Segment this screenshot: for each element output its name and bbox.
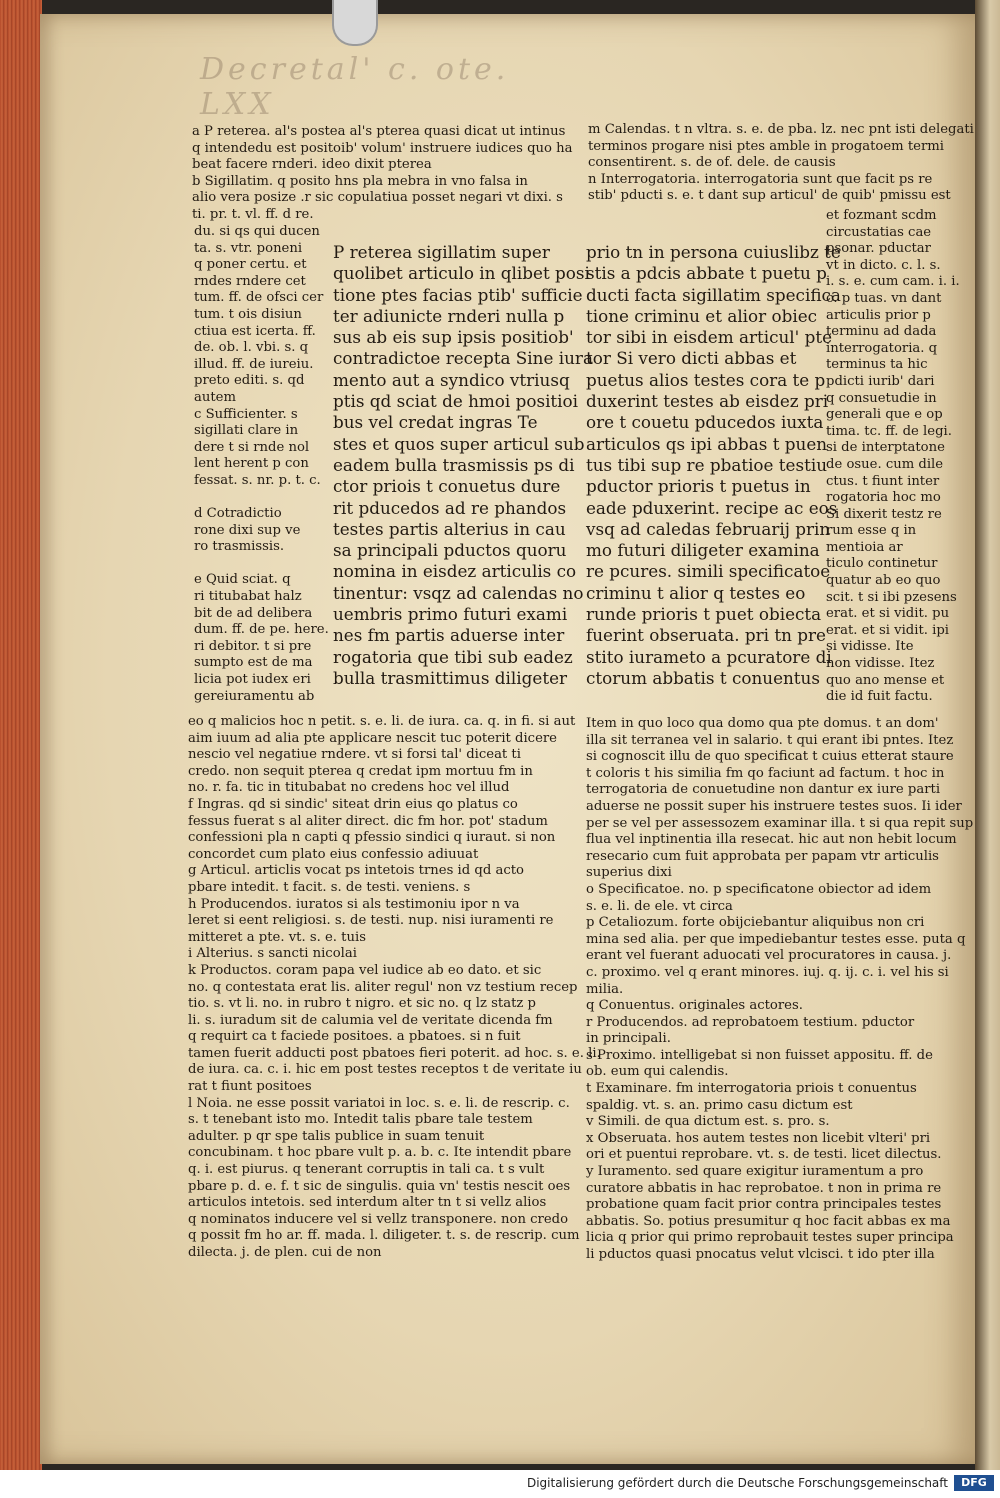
text-line: erat. et si vidit. pu (826, 606, 950, 622)
text-line: c. proximo. vel q erant minores. iuj. q. ij. c. i. vel his si (586, 964, 949, 980)
text-line: psonar. pductar (826, 241, 931, 257)
text-line: bulla trasmittimus diligeter (333, 667, 568, 688)
text-line: rndes rndere cet (194, 273, 306, 289)
text-line: vsq ad caledas februarij prin (586, 518, 831, 539)
text-line: autem (194, 389, 236, 405)
text-line: testes partis alterius in cau (333, 518, 566, 539)
text-line (194, 556, 329, 573)
text-line: illa sit terranea vel in salario. t qui erant ibi pntes. Itez (586, 732, 954, 748)
text-line: si cognoscit illu de quo specificat t cuius etterat staure (586, 749, 954, 765)
text-line: mitteret a pte. vt. s. e. tuis (188, 929, 366, 945)
text-line: duxerint testes ab eisdez pri (586, 391, 829, 412)
text-line: e Quid sciat. q (194, 572, 291, 588)
text-line: ri titubabat halz (194, 589, 302, 605)
text-line: d Cotradictio (194, 506, 282, 522)
text-line: aim iuum ad alia pte applicare nescit tuc poterit dicere (188, 730, 557, 746)
text-line: rum esse q in (826, 523, 917, 539)
text-line: interrogatoria. q (826, 340, 938, 356)
text-line: q possit fm ho ar. ff. mada. l. diligeter. t. s. de rescrip. cum (188, 1228, 580, 1244)
text-line: bus vel credat ingras Te (333, 412, 538, 433)
text-line: l Noia. ne esse possit variatoi in loc. s. e. li. de rescrip. c. (188, 1095, 570, 1111)
text-line: preto editi. s. qd (194, 373, 305, 389)
text-line: s. t tenebant isto mo. Intedit talis pbare tale testem (188, 1112, 533, 1128)
text-line: o Specificatoe. no. p specificatone obiector ad idem (586, 881, 932, 897)
dfg-logo[interactable]: DFG (954, 1475, 994, 1491)
book-edge (0, 0, 42, 1470)
text-line: erat. et si vidit. ipi (826, 622, 950, 638)
text-line: s. e. li. de ele. vt circa (586, 898, 733, 914)
text-line: sigillati clare in (194, 423, 299, 439)
text-line: stito iurameto a pcuratore di (586, 646, 832, 667)
text-line: no. r. fa. tic in titubabat no credens hoc vel illud (188, 780, 510, 796)
text-line: v Simili. de qua dictum est. s. pro. s. (586, 1114, 830, 1130)
text-line: aduerse ne possit super his instruere testes suos. Ii ider (586, 798, 962, 814)
text-line: ducti facta sigillatim specifica (586, 284, 841, 305)
text-line: resecario cum fuit approbata per papam vtr articulis (586, 848, 939, 864)
text-line: pbare p. d. e. f. t sic de singulis. quia vn' testis nescit oes (188, 1178, 571, 1194)
text-line: tum. t ois disiun (194, 306, 302, 322)
text-line: runde prioris t puet obiecta (586, 604, 822, 625)
text-line: pdicti iurib' dari (826, 373, 935, 389)
text-line: ti. pr. t. vl. ff. d re. (192, 206, 314, 222)
text-line: pductor prioris t puetus in (586, 476, 811, 497)
text-line: ta. s. vtr. poneni (194, 240, 303, 256)
text-line: tum. ff. de ofsci cer (194, 290, 324, 306)
text-line: q consuetudie in (826, 390, 937, 406)
gloss-right-top (588, 122, 974, 205)
text-line: abbatis. So. potius presumitur q hoc facit abbas ex ma (586, 1213, 951, 1229)
text-line: h Producendos. iuratos si als testimoniu ipor n va (188, 896, 520, 912)
text-line: ticulo continetur (826, 556, 938, 572)
text-line: mo futuri diligeter examina (586, 540, 820, 561)
text-line: fessat. s. nr. p. t. c. (194, 472, 321, 488)
text-line: articulos qs ipi abbas t puen (586, 433, 828, 454)
text-line: q poner certu. et (194, 257, 307, 273)
text-line: si de interptatone (826, 440, 945, 456)
text-line: beat facere rnderi. ideo dixit pterea (192, 157, 432, 173)
text-line: tor Si vero dicti abbas et (586, 348, 797, 369)
text-line: tus tibi sup re pbatioe testiu (586, 454, 828, 475)
text-line: i Alterius. s sancti nicolai (188, 946, 357, 962)
text-line: q. i. est piurus. q tenerant corruptis in tali ca. t s vult (188, 1162, 545, 1178)
text-line: b Sigillatim. q posito hns pla mebra in vno falsa in (192, 173, 528, 189)
text-line (194, 490, 329, 507)
text-line: fessus fuerat s al aliter direct. dic fm hor. pot' stadum (188, 813, 548, 829)
text-line: mentioia ar (826, 539, 903, 555)
text-line: no. q contestata erat lis. aliter regul' non vz testium recep (188, 979, 578, 995)
text-line: tor sibi in eisdem articul' pte (586, 327, 833, 348)
text-line: tione ptes facias ptib' sufficie (333, 284, 583, 305)
text-line: fuerint obseruata. pri tn pre (586, 625, 826, 646)
text-line: articulos intetois. sed interdum alter tn t si vellz alios (188, 1195, 547, 1211)
text-line: tinentur: vsqz ad calendas no (333, 582, 584, 603)
text-line: ctus. t fiunt inter (826, 473, 940, 489)
gloss-right-bottom (586, 716, 973, 1264)
text-line: ob. eum qui calendis. (586, 1064, 729, 1080)
text-line: flua vel inptinentia illa resecat. hic aut non hebit locum (586, 832, 957, 848)
text-line: mina sed alia. per que impediebantur testes esse. puta q (586, 931, 966, 947)
text-line: y Iuramento. sed quare exigitur iuramentum a pro (586, 1164, 924, 1180)
running-head: Decretal' c. ote. LXX (200, 52, 510, 122)
text-line: scit. t si ibi pzesens (826, 589, 957, 605)
text-line: rogatoria que tibi sub eadez (333, 646, 573, 667)
text-line: concordet cum plato eius confessio adiuuat (188, 846, 479, 862)
text-line: generali que e op (826, 407, 943, 423)
text-line: milia. (586, 981, 624, 997)
text-line: per se vel per assessozem examinar illa. t si qua repit sup (586, 815, 974, 831)
text-line: Si dixerit testz re (826, 506, 942, 522)
text-line: r Producendos. ad reprobatoem testium. pductor (586, 1014, 915, 1030)
text-line: de. ob. l. vbi. s. q (194, 340, 309, 356)
text-line: dilecta. j. de plen. cui de non (188, 1245, 382, 1260)
text-line: dere t si rnde nol (194, 439, 310, 455)
main-text-right (586, 242, 841, 689)
text-line: du. si qs qui ducen (194, 224, 320, 239)
text-line: curatore abbatis in hac reprobatoe. t non in prima re (586, 1180, 942, 1196)
text-line: credo. non sequit pterea q credat ipm mortuu fm in (188, 763, 533, 779)
text-line: nescio vel negatiue rndere. vt si forsi tal' diceat ti (188, 747, 521, 763)
text-line: c. p tuas. vn dant (826, 290, 942, 306)
funding-notice: Digitalisierung gefördert durch die Deutsche Forschungsgemeinschaft (526, 1476, 948, 1490)
text-line: concubinam. t hoc pbare vult p. a. b. c. Ite intendit pbare (188, 1145, 572, 1161)
text-line: alio vera posize .r sic copulatiua posset negari vt dixi. s (192, 190, 563, 206)
text-line: non vidisse. Itez (826, 656, 935, 672)
text-line: confessioni pla n capti q pfessio sindici q iuraut. si non (188, 830, 556, 846)
text-line: sumpto est de ma (194, 655, 313, 671)
text-line: m Calendas. t n vltra. s. e. de pba. lz. nec pnt isti delegati (588, 122, 974, 137)
text-line: tione criminu et alior obiec (586, 305, 818, 326)
text-line: et fozmant scdm (826, 208, 937, 223)
text-line: tamen fuerit adducti post pbatoes fieri poterit. ad hoc. s. e. li. (188, 1045, 601, 1061)
text-line: consentirent. s. de of. dele. de causis (588, 155, 836, 171)
gloss-left-narrow (194, 224, 329, 705)
text-line: a P reterea. al's postea al's pterea quasi dicat ut intinus (192, 124, 566, 139)
text-line: ori et puentui reprobare. vt. s. de testi. licet dilectus. (586, 1147, 942, 1163)
text-line: re pcures. simili specificatoe (586, 561, 831, 582)
text-line: quo ano mense et (826, 672, 945, 688)
text-line: ri debitor. t si pre (194, 638, 312, 654)
text-line: bit de ad delibera (194, 605, 313, 621)
text-line: t coloris t his similia fm qo faciunt ad factum. t hoc in (586, 765, 945, 781)
text-line: p Cetaliozum. forte obijciebantur aliquibus non cri (586, 915, 925, 931)
text-line: eade pduxerint. recipe ac eos (586, 497, 838, 518)
text-line: pbare intedit. t facit. s. de testi. veniens. s (188, 879, 471, 895)
text-line: rone dixi sup ve (194, 522, 301, 538)
gloss-left-top (192, 124, 573, 224)
text-line: c Sufficienter. s (194, 406, 298, 422)
text-line: rat t fiunt positoes (188, 1079, 312, 1095)
text-line: f Ingras. qd si sindic' siteat drin eius qo platus co (188, 796, 518, 812)
text-line: ctorum abbatis t conuentus (586, 667, 820, 688)
text-line: spaldig. vt. s. an. primo casu dictum est (586, 1097, 853, 1113)
text-line: q requirt ca t faciede positoes. a pbatoes. si n fuit (188, 1029, 521, 1045)
text-line: tima. tc. ff. de legi. (826, 423, 952, 439)
text-line: eo q malicios hoc n petit. s. e. li. de iura. ca. q. in fi. si aut (188, 714, 576, 729)
text-line: lent herent p con (194, 456, 309, 472)
text-line: terminu ad dada (826, 324, 937, 340)
text-line: circustatias cae (826, 224, 932, 240)
text-line: leret si eent religiosi. s. de testi. nup. nisi iuramenti re (188, 913, 554, 929)
text-line: adulter. p qr spe talis publice in suam tenuit (188, 1128, 485, 1144)
text-line: t Examinare. fm interrogatoria priois t conuentus (586, 1081, 917, 1097)
text-line: g Articul. articlis vocat ps intetois trnes id qd acto (188, 863, 524, 879)
text-line: tio. s. vt li. no. in rubro t nigro. et sic no. q lz statz p (188, 996, 536, 1012)
text-line: eadem bulla trasmissis ps di (333, 454, 575, 475)
text-line: q nominatos inducere vel si vellz transponere. non credo (188, 1211, 569, 1227)
text-line: de osue. cum dile (826, 456, 944, 472)
text-line: contradictoe recepta Sine iura (333, 348, 593, 369)
text-line: ptis qd sciat de hmoi positioi (333, 391, 579, 412)
text-line: rit pducedos ad re phandos (333, 497, 567, 518)
facing-page-edge (975, 0, 1000, 1470)
text-line: stes et quos super articul sub (333, 433, 585, 454)
text-line: s Proximo. intelligebat si non fuisset appositu. ff. de (586, 1047, 933, 1063)
text-line: illud. ff. de iureiu. (194, 356, 314, 372)
text-line: criminu t alior q testes eo (586, 582, 806, 603)
text-line: vt in dicto. c. l. s. (826, 257, 941, 273)
text-line: terminos progare nisi ptes amble in progatoem termi (588, 138, 944, 154)
text-line: rogatoria hoc mo (826, 490, 941, 506)
text-line: licia q prior qui primo reprobauit testes super principa (586, 1230, 954, 1246)
text-line: sus ab eis sup ipsis positiob' (333, 327, 574, 348)
gloss-right-narrow (826, 208, 960, 706)
text-line: q intendedu est positoib' volum' instruere iudices quo ha (192, 140, 573, 156)
text-line: uembris primo futuri exami (333, 604, 568, 625)
text-line: ore t couetu pducedos iuxta (586, 412, 824, 433)
text-line: licia pot iudex eri (194, 672, 311, 688)
text-line: ctiua est icerta. ff. (194, 323, 316, 339)
text-line: quatur ab eo quo (826, 573, 941, 589)
text-line: in principali. (586, 1031, 671, 1047)
text-line: x Obseruata. hos autem testes non licebit vlteri' pri (586, 1130, 931, 1146)
gloss-left-bottom (188, 714, 601, 1262)
text-line: li pductos quasi pnocatus velut vlcisci. t ido pter illa (586, 1247, 935, 1262)
text-line: die id fuit factu. (826, 689, 933, 705)
text-line: si vidisse. Ite (826, 639, 914, 655)
text-line: n Interrogatoria. interrogatoria sunt que facit ps re (588, 171, 933, 187)
text-line: gereiuramentu ab (194, 688, 315, 704)
text-line: nomina in eisdez articulis co (333, 561, 577, 582)
text-line: i. s. e. cum cam. i. i. (826, 274, 960, 290)
text-line: P reterea sigillatim super (333, 242, 550, 262)
text-line: de iura. ca. c. i. hic em post testes receptos t de veritate iu (188, 1062, 582, 1078)
text-line: stib' pducti s. e. t dant sup articul' de quib' pmissu est (588, 188, 951, 204)
main-text-left (333, 242, 593, 689)
text-line: erant vel fuerant aduocati vel procuratores in causa. j. (586, 948, 952, 964)
text-line: superius dixi (586, 865, 672, 881)
text-line: li. s. iuradum sit de calumia vel de veritate dicenda fm (188, 1012, 553, 1028)
text-line: terrogatoria de conuetudine non dantur ex iure parti (586, 782, 941, 798)
text-line: ctor priois t conuetus dure (333, 476, 561, 497)
text-line: k Productos. coram papa vel iudice ab eo dato. et sic (188, 962, 542, 978)
text-line: probatione quam facit prior contra principales testes (586, 1197, 942, 1213)
text-line: stis a pdcis abbate t puetu p (586, 263, 827, 284)
text-line: mento aut a syndico vtriusq (333, 369, 570, 390)
page-clip (332, 0, 378, 46)
text-line: puetus alios testes cora te p (586, 369, 826, 390)
text-line: prio tn in persona cuiuslibz te (586, 242, 841, 262)
text-line: ter adiunicte rnderi nulla p (333, 305, 565, 326)
text-line: nes fm partis aduerse inter (333, 625, 565, 646)
text-line: quolibet articulo in qlibet posi (333, 263, 590, 284)
text-line: sa principali pductos quoru (333, 540, 567, 561)
footer-bar (0, 1470, 1000, 1498)
text-line: articulis prior p (826, 307, 931, 323)
text-line: terminus ta hic (826, 357, 928, 373)
text-line: dum. ff. de pe. here. (194, 622, 329, 638)
text-line: q Conuentus. originales actores. (586, 998, 803, 1014)
text-line: Item in quo loco qua domo qua pte domus. t an dom' (586, 716, 939, 731)
text-line: ro trasmissis. (194, 539, 285, 555)
